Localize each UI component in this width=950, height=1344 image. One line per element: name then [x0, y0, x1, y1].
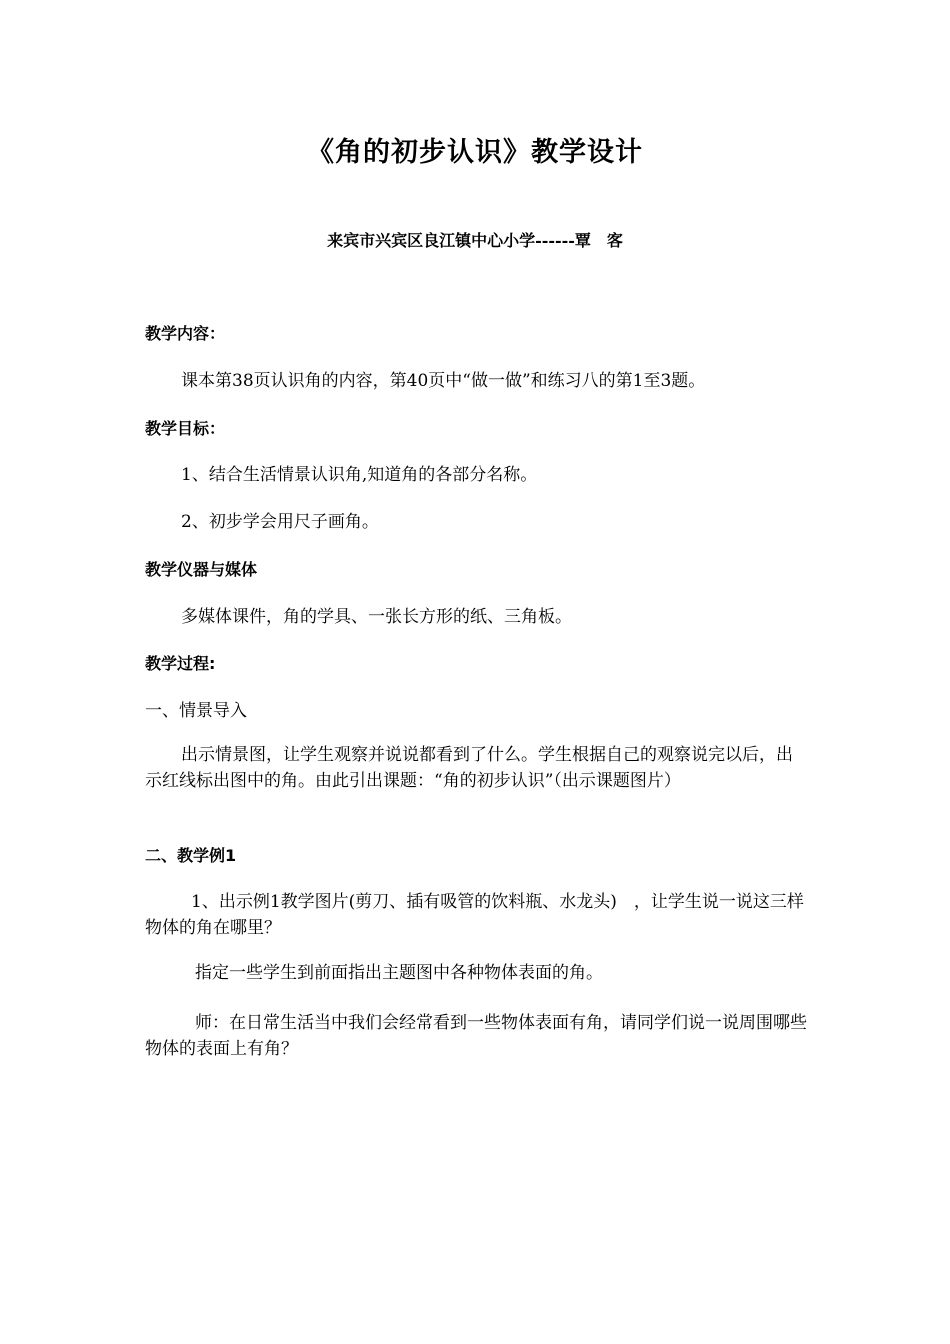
- document-title: 《角的初步认识》教学设计: [307, 137, 643, 168]
- part1-text: 出示情景图，让学生观察并说说都看到了什么。学生根据自己的观察说完以后，出示红线标出图中的角。由此引出课题：“角的初步认识”（出示课题图片）: [145, 745, 793, 791]
- part1-heading: 一、情景导入: [145, 701, 247, 721]
- process-heading: 教学过程:: [145, 654, 216, 673]
- author-line: 来宾市兴宾区良江镇中心小学------覃 客: [327, 231, 623, 250]
- goal-item-1: 1、结合生活情景认识角,知道角的各部分名称。: [181, 465, 538, 485]
- part2-text-2: 指定一些学生到前面指出主题图中各种物体表面的角。: [195, 963, 603, 983]
- content-text: 课本第38页认识角的内容，第40页中“做一做”和练习八的第1至3题。: [181, 371, 706, 391]
- part2-heading: 二、教学例1: [145, 846, 237, 865]
- goal-item-2: 2、初步学会用尺子画角。: [181, 512, 379, 532]
- media-heading: 教学仪器与媒体: [145, 560, 258, 579]
- content-heading: 教学内容：: [145, 324, 226, 343]
- goals-heading: 教学目标：: [145, 419, 226, 438]
- part2-text-3: 师：在日常生活当中我们会经常看到一些物体表面有角，请同学们说一说周围哪些物体的表面上有角？: [145, 1013, 807, 1059]
- media-text: 多媒体课件，角的学具、一张长方形的纸、三角板。: [181, 607, 572, 627]
- part2-text-1: 1、出示例1教学图片(剪刀、插有吸管的饮料瓶、水龙头) ，让学生说一说这三样物体的角在哪里？: [145, 892, 804, 938]
